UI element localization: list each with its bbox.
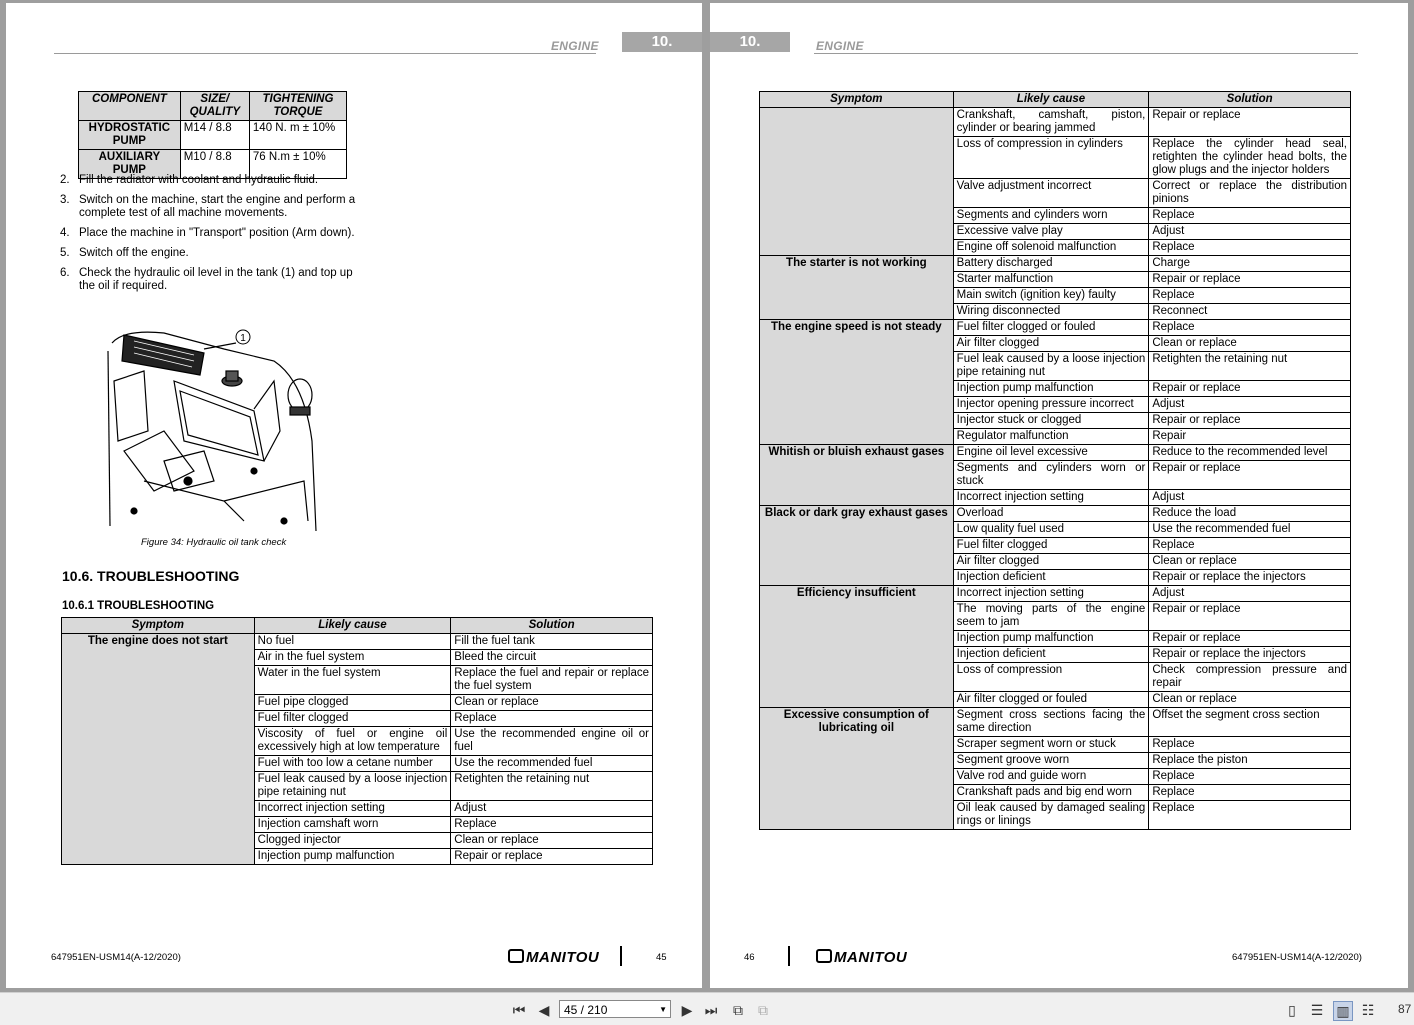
likely-cause-cell: Incorrect injection setting xyxy=(953,586,1149,602)
procedure-steps xyxy=(60,174,356,300)
likely-cause-cell: Air filter clogged xyxy=(953,554,1149,570)
solution-cell: Replace xyxy=(1149,769,1351,785)
step-text: Check the hydraulic oil level in the tank (1) and top up the oil if required. xyxy=(79,267,353,292)
solution-cell: Repair or replace the injectors xyxy=(1149,647,1351,663)
likely-cause-cell: Clogged injector xyxy=(254,833,451,849)
single-page-icon[interactable]: ▯ xyxy=(1288,1002,1296,1018)
likely-cause-cell: Injector stuck or clogged xyxy=(953,413,1149,429)
procedure-step xyxy=(60,247,356,260)
solution-cell: Repair or replace xyxy=(1149,108,1351,137)
next-page-icon[interactable]: ▶ xyxy=(681,1002,693,1018)
likely-cause-cell: Water in the fuel system xyxy=(254,666,451,695)
solution-cell: Replace the cylinder head seal, retighten the cylinder head bolts, the glow plugs and the injector holders xyxy=(1149,137,1351,179)
page-number: 46 xyxy=(744,952,755,963)
zoom-level: 87 xyxy=(1398,1002,1412,1016)
step-number: 5. xyxy=(60,247,70,259)
step-number: 2. xyxy=(60,174,70,186)
likely-cause-cell: Fuel filter clogged or fouled xyxy=(953,320,1149,336)
hydraulic-tank-figure xyxy=(104,321,324,533)
solution-cell: Repair or replace xyxy=(1149,631,1351,647)
chapter-badge: 10. xyxy=(622,32,702,52)
step-text: Fill the radiator with coolant and hydraulic fluid. xyxy=(79,174,319,186)
symptom-cell: The engine speed is not steady xyxy=(760,320,954,445)
solution-cell: Fill the fuel tank xyxy=(451,634,653,650)
solution-cell: Charge xyxy=(1149,256,1351,272)
solution-cell: Replace xyxy=(1149,208,1351,224)
troubleshooting-table-left xyxy=(61,617,653,865)
page-46 xyxy=(710,3,1408,988)
likely-cause-cell: Low quality fuel used xyxy=(953,522,1149,538)
solution-cell: Use the recommended fuel xyxy=(451,756,653,772)
symptom-cell: Whitish or bluish exhaust gases xyxy=(760,445,954,506)
section-title: 10.6. TROUBLESHOOTING xyxy=(62,568,240,584)
tightening-torque: 76 N.m ± 10% xyxy=(249,150,346,179)
likely-cause-cell: The moving parts of the engine seem to jam xyxy=(953,602,1149,631)
previous-page-icon[interactable]: ◀ xyxy=(538,1002,550,1018)
troubleshooting-col-header: Likely cause xyxy=(254,618,451,634)
solution-cell: Clean or replace xyxy=(1149,692,1351,708)
solution-cell: Repair or replace xyxy=(1149,461,1351,490)
likely-cause-cell: Fuel filter clogged xyxy=(254,711,451,727)
torque-row xyxy=(79,121,347,150)
callout-label: 1 xyxy=(240,333,246,344)
solution-cell: Replace xyxy=(1149,538,1351,554)
solution-cell: Correct or replace the distribution pinions xyxy=(1149,179,1351,208)
logo-mark-icon xyxy=(508,949,524,963)
solution-cell: Clean or replace xyxy=(451,695,653,711)
likely-cause-cell: Air filter clogged or fouled xyxy=(953,692,1149,708)
chapter-badge: 10. xyxy=(710,32,790,52)
solution-cell: Repair or replace xyxy=(1149,381,1351,397)
solution-cell: Adjust xyxy=(1149,397,1351,413)
logo-mark-icon xyxy=(816,949,832,963)
torque-table xyxy=(78,91,347,179)
symptom-cell xyxy=(760,108,954,256)
solution-cell: Repair or replace xyxy=(1149,413,1351,429)
likely-cause-cell: Scraper segment worn or stuck xyxy=(953,737,1149,753)
snapshot-icon[interactable]: ⧉ xyxy=(758,1002,768,1018)
solution-cell: Retighten the retaining nut xyxy=(1149,352,1351,381)
likely-cause-cell: Fuel leak caused by a loose injection pipe retaining nut xyxy=(953,352,1149,381)
likely-cause-cell: Fuel leak caused by a loose injection pipe retaining nut xyxy=(254,772,451,801)
solution-cell: Adjust xyxy=(1149,224,1351,240)
likely-cause-cell: Air filter clogged xyxy=(953,336,1149,352)
solution-cell: Adjust xyxy=(1149,490,1351,506)
solution-cell: Replace xyxy=(451,817,653,833)
chevron-down-icon[interactable]: ▼ xyxy=(659,1005,667,1014)
step-text: Switch off the engine. xyxy=(79,247,189,259)
torque-table-header xyxy=(79,92,347,121)
likely-cause-cell: Air in the fuel system xyxy=(254,650,451,666)
solution-cell: Repair xyxy=(1149,429,1351,445)
likely-cause-cell: Injection deficient xyxy=(953,647,1149,663)
likely-cause-cell: Crankshaft, camshaft, piston, cylinder or bearing jammed xyxy=(953,108,1149,137)
likely-cause-cell: Fuel pipe clogged xyxy=(254,695,451,711)
troubleshooting-col-header: Symptom xyxy=(62,618,255,634)
solution-cell: Bleed the circuit xyxy=(451,650,653,666)
troubleshooting-col-header: Symptom xyxy=(760,92,954,108)
likely-cause-cell: Incorrect injection setting xyxy=(254,801,451,817)
likely-cause-cell: Crankshaft pads and big end worn xyxy=(953,785,1149,801)
troubleshooting-col-header: Solution xyxy=(451,618,653,634)
likely-cause-cell: Regulator malfunction xyxy=(953,429,1149,445)
solution-cell: Replace the fuel and repair or replace the fuel system xyxy=(451,666,653,695)
component-name: AUXILIARY PUMP xyxy=(79,150,181,179)
solution-cell: Replace the piston xyxy=(1149,753,1351,769)
two-page-icon[interactable]: ▥ xyxy=(1333,1001,1353,1021)
likely-cause-cell: Valve rod and guide worn xyxy=(953,769,1149,785)
step-text: Place the machine in "Transport" position (Arm down). xyxy=(79,227,355,239)
document-reference: 647951EN-USM14(A-12/2020) xyxy=(51,952,181,963)
likely-cause-cell: Incorrect injection setting xyxy=(953,490,1149,506)
likely-cause-cell: Injection pump malfunction xyxy=(254,849,451,865)
continuous-icon[interactable]: ☰ xyxy=(1310,1002,1324,1018)
likely-cause-cell: Battery discharged xyxy=(953,256,1149,272)
likely-cause-cell: Wiring disconnected xyxy=(953,304,1149,320)
symptom-cell: The engine does not start xyxy=(62,634,255,865)
solution-cell: Use the recommended fuel xyxy=(1149,522,1351,538)
procedure-step xyxy=(60,194,356,220)
likely-cause-cell: Injection pump malfunction xyxy=(953,381,1149,397)
table-row xyxy=(760,586,1351,602)
torque-col-header: SIZE/ QUALITY xyxy=(180,92,249,121)
procedure-step xyxy=(60,227,356,240)
rotate-icon[interactable]: ⧉ xyxy=(733,1002,743,1018)
solution-cell: Reduce to the recommended level xyxy=(1149,445,1351,461)
torque-col-header: COMPONENT xyxy=(79,92,181,121)
solution-cell: Adjust xyxy=(451,801,653,817)
manitou-logo xyxy=(816,949,907,966)
footer-separator xyxy=(620,946,622,966)
solution-cell: Clean or replace xyxy=(1149,554,1351,570)
solution-cell: Replace xyxy=(1149,320,1351,336)
figure-caption: Figure 34: Hydraulic oil tank check xyxy=(141,537,287,548)
page-indicator: 45 / 210 xyxy=(564,1003,608,1017)
subsection-title: 10.6.1 TROUBLESHOOTING xyxy=(62,600,215,612)
last-page-icon[interactable]: ⏭ xyxy=(704,1002,718,1018)
page-number: 45 xyxy=(656,952,667,963)
brand-name: MANITOU xyxy=(526,949,600,966)
likely-cause-cell: Starter malfunction xyxy=(953,272,1149,288)
header-title: ENGINE xyxy=(816,39,864,53)
solution-cell: Repair or replace xyxy=(1149,602,1351,631)
solution-cell: Replace xyxy=(1149,240,1351,256)
likely-cause-cell: Loss of compression in cylinders xyxy=(953,137,1149,179)
header-title: ENGINE xyxy=(551,39,599,53)
solution-cell: Reconnect xyxy=(1149,304,1351,320)
symptom-cell: Efficiency insufficient xyxy=(760,586,954,708)
likely-cause-cell: Engine off solenoid malfunction xyxy=(953,240,1149,256)
likely-cause-cell: Injector opening pressure incorrect xyxy=(953,397,1149,413)
likely-cause-cell: Valve adjustment incorrect xyxy=(953,179,1149,208)
likely-cause-cell: Excessive valve play xyxy=(953,224,1149,240)
likely-cause-cell: Loss of compression xyxy=(953,663,1149,692)
troubleshooting-table-right xyxy=(759,91,1351,830)
table-row xyxy=(760,506,1351,522)
step-number: 6. xyxy=(60,267,70,279)
solution-cell: Clean or replace xyxy=(451,833,653,849)
solution-cell: Clean or replace xyxy=(1149,336,1351,352)
solution-cell: Repair or replace xyxy=(1149,272,1351,288)
procedure-step xyxy=(60,174,356,187)
table-row xyxy=(760,256,1351,272)
tightening-torque: 140 N. m ± 10% xyxy=(249,121,346,150)
manitou-logo xyxy=(508,949,599,966)
likely-cause-cell: Segment cross sections facing the same direction xyxy=(953,708,1149,737)
likely-cause-cell: Fuel filter clogged xyxy=(953,538,1149,554)
symptom-cell: Excessive consumption of lubricating oil xyxy=(760,708,954,830)
likely-cause-cell: Segment groove worn xyxy=(953,753,1149,769)
likely-cause-cell: Oil leak caused by damaged sealing rings or linings xyxy=(953,801,1149,830)
viewer-toolbar xyxy=(0,992,1414,1025)
torque-col-header: TIGHTENING TORQUE xyxy=(249,92,346,121)
size-quality: M10 / 8.8 xyxy=(180,150,249,179)
page-45 xyxy=(6,3,702,988)
solution-cell: Offset the segment cross section xyxy=(1149,708,1351,737)
troubleshooting-header xyxy=(62,618,653,634)
step-number: 3. xyxy=(60,194,70,206)
table-row xyxy=(760,320,1351,336)
solution-cell: Replace xyxy=(1149,785,1351,801)
solution-cell: Repair or replace the injectors xyxy=(1149,570,1351,586)
likely-cause-cell: Viscosity of fuel or engine oil excessively high at low temperature xyxy=(254,727,451,756)
solution-cell: Adjust xyxy=(1149,586,1351,602)
troubleshooting-col-header: Solution xyxy=(1149,92,1351,108)
solution-cell: Repair or replace xyxy=(451,849,653,865)
first-page-icon[interactable]: ⏮ xyxy=(512,1002,526,1018)
step-text: Switch on the machine, start the engine and perform a complete test of all machine movements. xyxy=(79,194,356,219)
table-row xyxy=(62,634,653,650)
header-rule xyxy=(814,53,1358,54)
solution-cell: Replace xyxy=(1149,737,1351,753)
troubleshooting-col-header: Likely cause xyxy=(953,92,1149,108)
step-number: 4. xyxy=(60,227,70,239)
solution-cell: Reduce the load xyxy=(1149,506,1351,522)
page-number-input[interactable] xyxy=(559,1000,671,1018)
likely-cause-cell: No fuel xyxy=(254,634,451,650)
likely-cause-cell: Main switch (ignition key) faulty xyxy=(953,288,1149,304)
solution-cell: Check compression pressure and repair xyxy=(1149,663,1351,692)
solution-cell: Replace xyxy=(1149,801,1351,830)
solution-cell: Replace xyxy=(1149,288,1351,304)
procedure-step xyxy=(60,267,356,293)
size-quality: M14 / 8.8 xyxy=(180,121,249,150)
header-rule xyxy=(54,53,596,54)
symptom-cell: The starter is not working xyxy=(760,256,954,320)
solution-cell: Retighten the retaining nut xyxy=(451,772,653,801)
table-row xyxy=(760,708,1351,737)
footer-separator xyxy=(788,946,790,966)
brand-name: MANITOU xyxy=(834,949,908,966)
component-name: HYDROSTATIC PUMP xyxy=(79,121,181,150)
symptom-cell: Black or dark gray exhaust gases xyxy=(760,506,954,586)
likely-cause-cell: Segments and cylinders worn xyxy=(953,208,1149,224)
likely-cause-cell: Injection deficient xyxy=(953,570,1149,586)
solution-cell: Replace xyxy=(451,711,653,727)
table-row xyxy=(760,108,1351,137)
document-reference: 647951EN-USM14(A-12/2020) xyxy=(1232,952,1362,963)
likely-cause-cell: Injection camshaft worn xyxy=(254,817,451,833)
likely-cause-cell: Engine oil level excessive xyxy=(953,445,1149,461)
solution-cell: Use the recommended engine oil or fuel xyxy=(451,727,653,756)
troubleshooting-header xyxy=(760,92,1351,108)
likely-cause-cell: Overload xyxy=(953,506,1149,522)
table-row xyxy=(760,445,1351,461)
two-page-continuous-icon[interactable]: ☷ xyxy=(1361,1002,1375,1018)
likely-cause-cell: Segments and cylinders worn or stuck xyxy=(953,461,1149,490)
likely-cause-cell: Fuel with too low a cetane number xyxy=(254,756,451,772)
likely-cause-cell: Injection pump malfunction xyxy=(953,631,1149,647)
